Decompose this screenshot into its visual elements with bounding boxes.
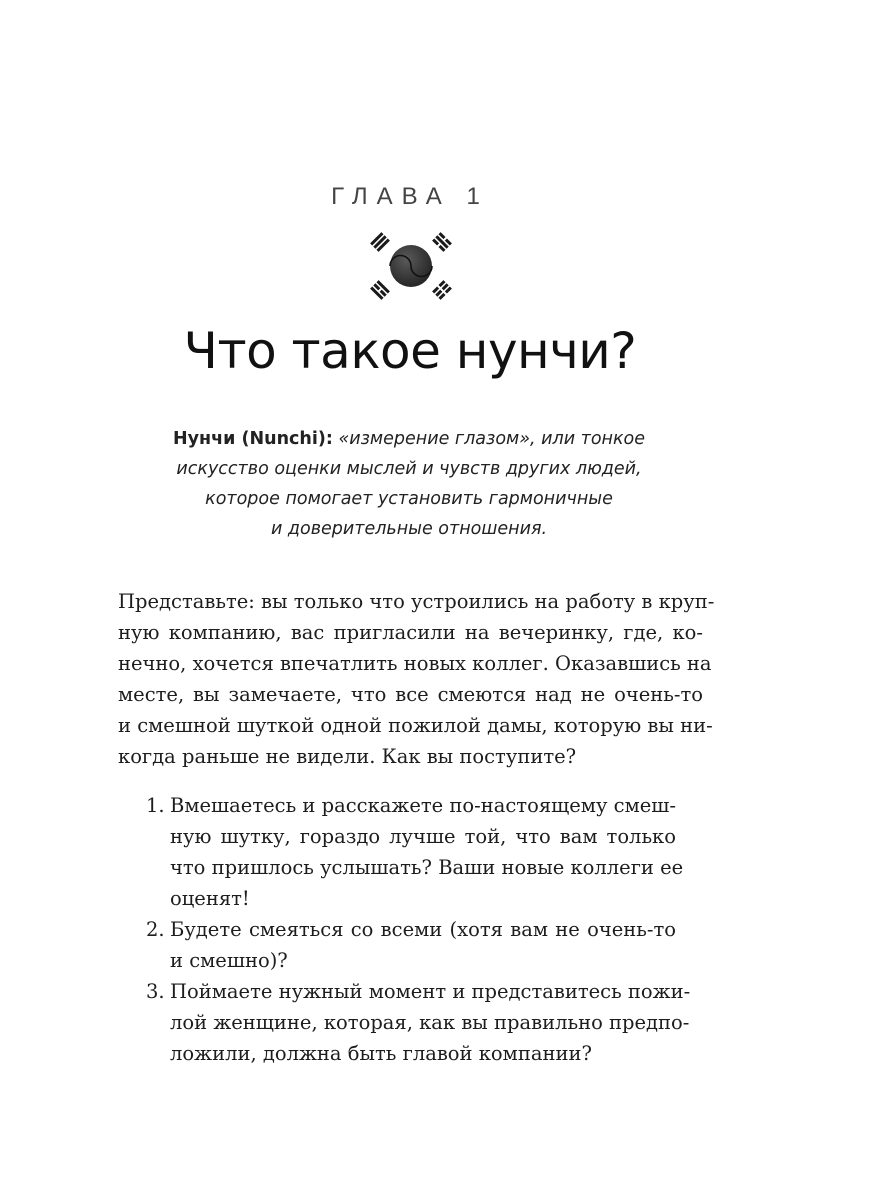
option-line: что пришлось услышать? Ваши новые коллеги ее — [170, 856, 684, 879]
option-line: лой женщине, которая, как вы правильно предпо- — [170, 1011, 690, 1034]
trigram-bottom-right — [432, 280, 452, 300]
paragraph-line: месте, вы замечаете, что все смеются над не очень-то — [118, 683, 703, 706]
definition-text: «измерение глазом», или тонкое — [332, 429, 646, 449]
option-line: Будете смеяться со всеми (хотя вам не очень-то — [170, 918, 676, 941]
option-number: 1. — [146, 794, 165, 817]
definition-line-2: искусство оценки мыслей и чувств других людей, — [176, 459, 642, 479]
option-line: Вмешаетесь и расскажете по-настоящему смеш- — [170, 794, 676, 817]
paragraph-line: нечно, хочется впечатлить новых коллег. Оказавшись на — [118, 652, 712, 675]
trigram-top-left — [370, 232, 390, 252]
taegeuk-emblem-icon — [363, 228, 459, 304]
chapter-label: ГЛАВА 1 — [331, 183, 489, 210]
definition-line-4: и доверительные отношения. — [270, 519, 548, 539]
intro-paragraph — [118, 586, 715, 772]
option-item-1 — [146, 790, 684, 914]
paragraph-line: ную компанию, вас пригласили на вечеринку, где, ко- — [118, 621, 703, 644]
option-item-3 — [146, 976, 691, 1069]
paragraph-line: когда раньше не видели. Как вы поступите? — [118, 745, 577, 768]
trigram-top-right — [432, 232, 452, 252]
option-item-2 — [146, 914, 676, 976]
definition-line-1 — [120, 424, 698, 454]
definition-block — [120, 424, 698, 544]
definition-term: Нунчи (Nunchi): — [172, 429, 333, 449]
chapter-title: Что такое нунчи? — [183, 322, 637, 380]
trigram-bottom-left — [370, 280, 390, 300]
option-number: 2. — [146, 918, 165, 941]
paragraph-line: Представьте: вы только что устроились на работу в круп- — [118, 590, 715, 613]
option-number: 3. — [146, 980, 165, 1003]
option-line: Поймаете нужный момент и представитесь пожи- — [170, 980, 691, 1003]
option-line: и смешно)? — [170, 949, 288, 972]
definition-line-3: которое помогает установить гармоничные — [205, 489, 613, 509]
options-list — [146, 790, 691, 1069]
option-line: оценят! — [170, 887, 250, 910]
paragraph-line: и смешной шуткой одной пожилой дамы, которую вы ни- — [118, 714, 713, 737]
option-line: ную шутку, гораздо лучше той, что вам только — [170, 825, 676, 848]
option-line: ложили, должна быть главой компании? — [170, 1042, 592, 1065]
